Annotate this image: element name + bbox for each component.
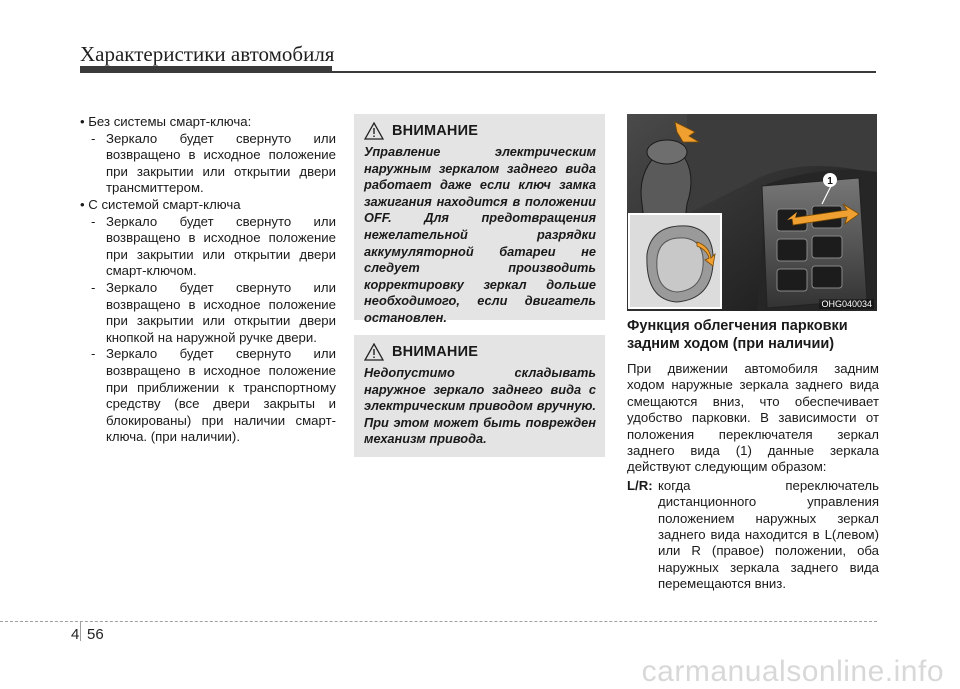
mirror-switch-illustration — [627, 114, 877, 311]
callout-number: 1 — [827, 176, 833, 187]
footer-rule — [0, 621, 877, 622]
warning-triangle-icon — [364, 122, 384, 140]
warning-box-manual-fold — [354, 335, 605, 457]
warning-title: ВНИМАНИЕ — [392, 123, 479, 139]
dash-text: Зеркало будет свернуто или возвращено в исходное положение при закрытии или открытии двери смарт-ключом. — [106, 213, 336, 279]
dash-text: Зеркало будет свернуто или возвращено в исходное положение при закрытии или открытии двери кнопкой на наружной ручке двери. — [106, 279, 336, 345]
watermark: carmanualsonline.info — [641, 655, 944, 688]
warning-box-ignition — [354, 114, 605, 325]
right-column — [627, 318, 879, 593]
definition-term: L/R: — [627, 477, 653, 493]
footer-separator — [80, 622, 81, 641]
left-column — [80, 114, 336, 446]
dash-text: Зеркало будет свернуто или возвращено в исходное положение при закрытии или открытии двери трансмиттером. — [106, 130, 336, 196]
bullet-smart-key: • С системой смарт-ключа — [80, 196, 241, 212]
dash-mark: - — [91, 279, 96, 295]
dash-item — [80, 214, 336, 280]
warning-title: ВНИМАНИЕ — [392, 344, 479, 360]
dash-mark: - — [91, 130, 96, 146]
bullet-no-smart-key: • Без системы смарт-ключа: — [80, 114, 252, 129]
dash-item — [80, 131, 336, 197]
dash-text: Зеркало будет свернуто или возвращено в исходное положение при приближении к транспортному средству (все двери закрыты и блокированы) при наличии смарт-ключа. (при наличии). — [106, 346, 336, 445]
dash-mark: - — [91, 346, 96, 362]
dash-item — [80, 346, 336, 446]
section-title: Функция облегчения парковки задним ходом (при наличии) — [627, 318, 848, 352]
page-number: 56 — [87, 626, 104, 643]
header-title: Характеристики автомобиля — [80, 42, 335, 66]
mirror-switch-photo — [627, 114, 877, 311]
dash-item — [80, 280, 336, 346]
definition-lr — [627, 478, 879, 593]
dash-mark: - — [91, 213, 96, 229]
chapter-number: 4 — [71, 626, 80, 643]
warning-text: Недопустимо складывать наружное зеркало заднего вида с электрическим приводом вручную. При этом может быть поврежден механизм привода. — [364, 365, 596, 447]
definition-text: когда переключатель дистанционного управления положением наружных зеркал заднего вида находится в L(левом) или R (правое) положении, оба наружных зеркала заднего вида перемещаются вниз. — [658, 477, 879, 592]
warning-triangle-icon — [364, 343, 384, 361]
warning-text: Управление электрическим наружным зеркалом заднего вида работает даже если ключ замка зажигания находится в положении OFF. Для предотвращения нежелательной разрядки аккумуляторной батареи не следует производить корректировку зеркал дольше необходимого, если двигатель остановлен. — [364, 144, 596, 325]
header-rule-thick — [80, 66, 332, 73]
section-paragraph: При движении автомобиля задним ходом наружные зеркала заднего вида смещаются вниз, что обеспечивает удобство парковки. В зависимости от положения переключателя зеркал заднего вида (1) данные зеркала действуют следующим образом: — [627, 361, 879, 475]
header-rule-thin — [332, 71, 876, 73]
photo-caption: OHG040034 — [821, 299, 872, 309]
